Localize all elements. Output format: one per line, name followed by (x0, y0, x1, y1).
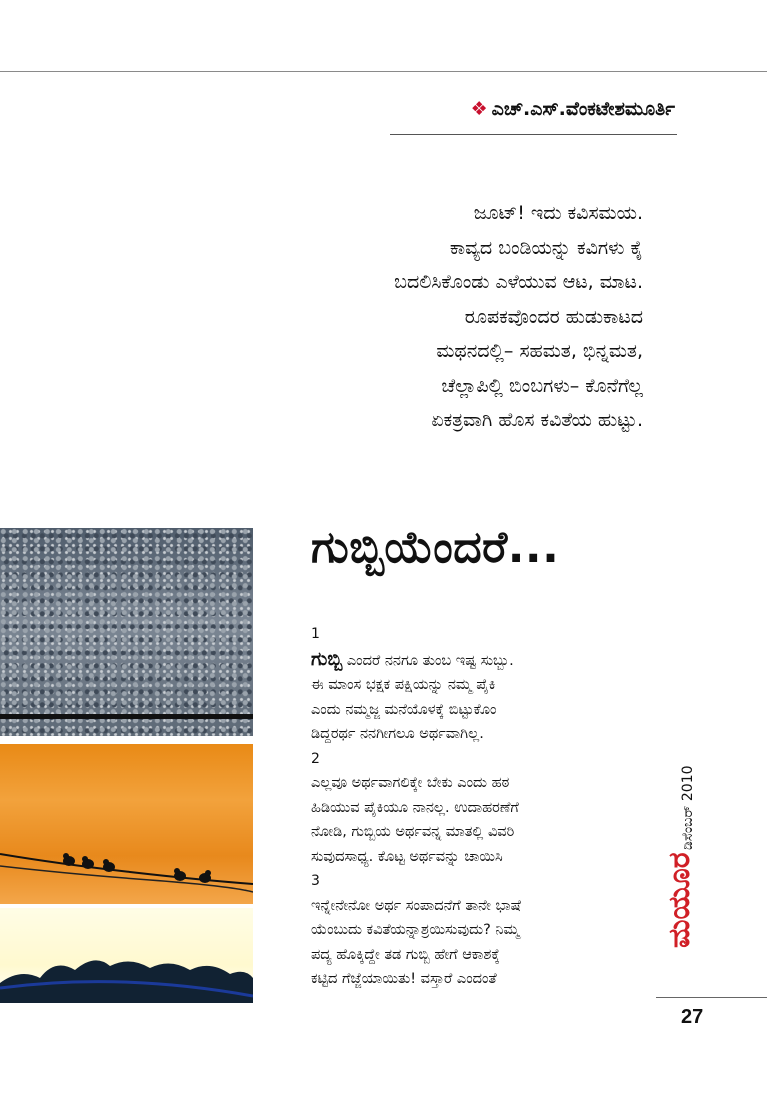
photo-gravel-sky (0, 528, 253, 736)
photo-treeline (0, 908, 253, 1003)
intro-line: ಜೂಟ್! ಇದು ಕವಿಸಮಯ. (473, 202, 643, 224)
section-number: 2 (311, 750, 320, 767)
poem-line: ನೋಡಿ, ಗುಬ್ಬಿಯ ಅರ್ಥವನ್ನ ಮಾತಲ್ಲಿ ವಿವರಿ (311, 824, 515, 840)
intro-line: ರೂಪಕವೊಂದರ ಹುಡುಕಾಟದ (464, 305, 643, 328)
poem-line: ಕಟ್ಟಿದ ಗೆಜ್ಜೆಯಾಯಿತು! ವಸ್ತಾರೆ ಎಂದಂತೆ (311, 971, 497, 987)
top-rule (0, 71, 767, 72)
section-number: 1 (311, 626, 320, 642)
poem-line: ಹಿಡಿಯುವ ಪೈಕಿಯೂ ನಾನಲ್ಲ. ಉದಾಹರಣೆಗೆ (311, 799, 519, 816)
diamond-bullet-icon: ❖ (470, 98, 488, 120)
issue-date: ಡಿಸೆಂಬರ್ 2010 (680, 765, 696, 850)
intro-line: ಮಥನದಲ್ಲಿ– ಸಹಮತ, ಭಿನ್ನಮತ, (436, 340, 643, 362)
poem-line (311, 647, 611, 674)
treeline-illustration (0, 908, 253, 1003)
poem-line: ಇನ್ನೇನೇನೋ ಅರ್ಥ ಸಂಪಾದನೆಗೆ ತಾನೇ ಭಾಷೆ (311, 897, 522, 914)
poem-line: ಯೆಂಬುದು ಕವಿತೆಯನ್ನಾಶ್ರಯಿಸುವುದು? ನಿಮ್ಮ (311, 922, 520, 938)
section-number: 3 (311, 873, 320, 889)
author-underline (390, 134, 677, 135)
author-name: ಎಚ್.ಎಸ್.ವೆಂಕಟೇಶಮೂರ್ತಿ (491, 98, 675, 120)
poem-body (311, 622, 611, 992)
poem-title: ಗುಬ್ಬಿಯೆಂದರೆ... (311, 522, 560, 573)
poem-line: ಎಲ್ಲವೂ ಅರ್ಥವಾಗಲಿಕ್ಕೇ ಬೇಕು ಎಂದು ಹಠ (311, 775, 510, 791)
intro-line: ಚೆಲ್ಲಾಪಿಲ್ಲಿ ಬಿಂಬಗಳು– ಕೊನೆಗೆಲ್ಲ (441, 374, 643, 397)
page-number: 27 (681, 1006, 704, 1028)
poem-line: ಪದ್ಯ ಹೊಕ್ಕಿದ್ದೇ ತಡ ಗುಬ್ಬಿ ಹೇಗೆ ಆಕಾಶಕ್ಕೆ (311, 946, 500, 963)
birds-on-wire-illustration (0, 744, 253, 904)
poem-line: ಡಿದ್ದರರ್ಥ ನನಗೀಗಲೂ ಅರ್ಥವಾಗಿಲ್ಲ. (311, 726, 484, 742)
poem-line: ಎಂದು ನಮ್ಮಜ್ಜ ಮನೆಯೊಳಕ್ಕೆ ಬಿಟ್ಟುಕೊಂ (311, 701, 497, 718)
intro-line: ಏಕತ್ರವಾಗಿ ಹೊಸ ಕವಿತೆಯ ಹುಟ್ಟು. (431, 409, 643, 431)
bottom-rule (656, 997, 767, 998)
intro-line: ಬದಲಿಸಿಕೊಂಡು ಎಳೆಯುವ ಆಟ, ಮಾಟ. (394, 271, 643, 293)
author-byline (471, 98, 675, 120)
poem-first-word: ಗುಬ್ಬಿ (311, 647, 343, 670)
magazine-masthead: ಮಯೂರ (662, 852, 697, 948)
intro-line: ಕಾವ್ಯದ ಬಂಡಿಯನ್ನು ಕವಿಗಳು ಕೈ (449, 236, 643, 259)
intro-paragraph (213, 196, 643, 438)
photo-wire (0, 714, 253, 719)
poem-line: ಈ ಮಾಂಸ ಭಕ್ಷಕ ಪಕ್ಷಿಯನ್ನು ನಮ್ಮ ಪೈಕಿ (311, 677, 496, 693)
poem-first-rest: ಎಂದರೆ ನನಗೂ ತುಂಬ ಇಷ್ಟ ಸುಬ್ಬು. (342, 652, 514, 669)
poem-line: ಸುವುದಸಾಧ್ಯ. ಕೊಟ್ಟ ಅರ್ಥವನ್ನು ಚಾಯಿಸಿ (311, 848, 503, 865)
photo-sunset-birds (0, 744, 253, 904)
